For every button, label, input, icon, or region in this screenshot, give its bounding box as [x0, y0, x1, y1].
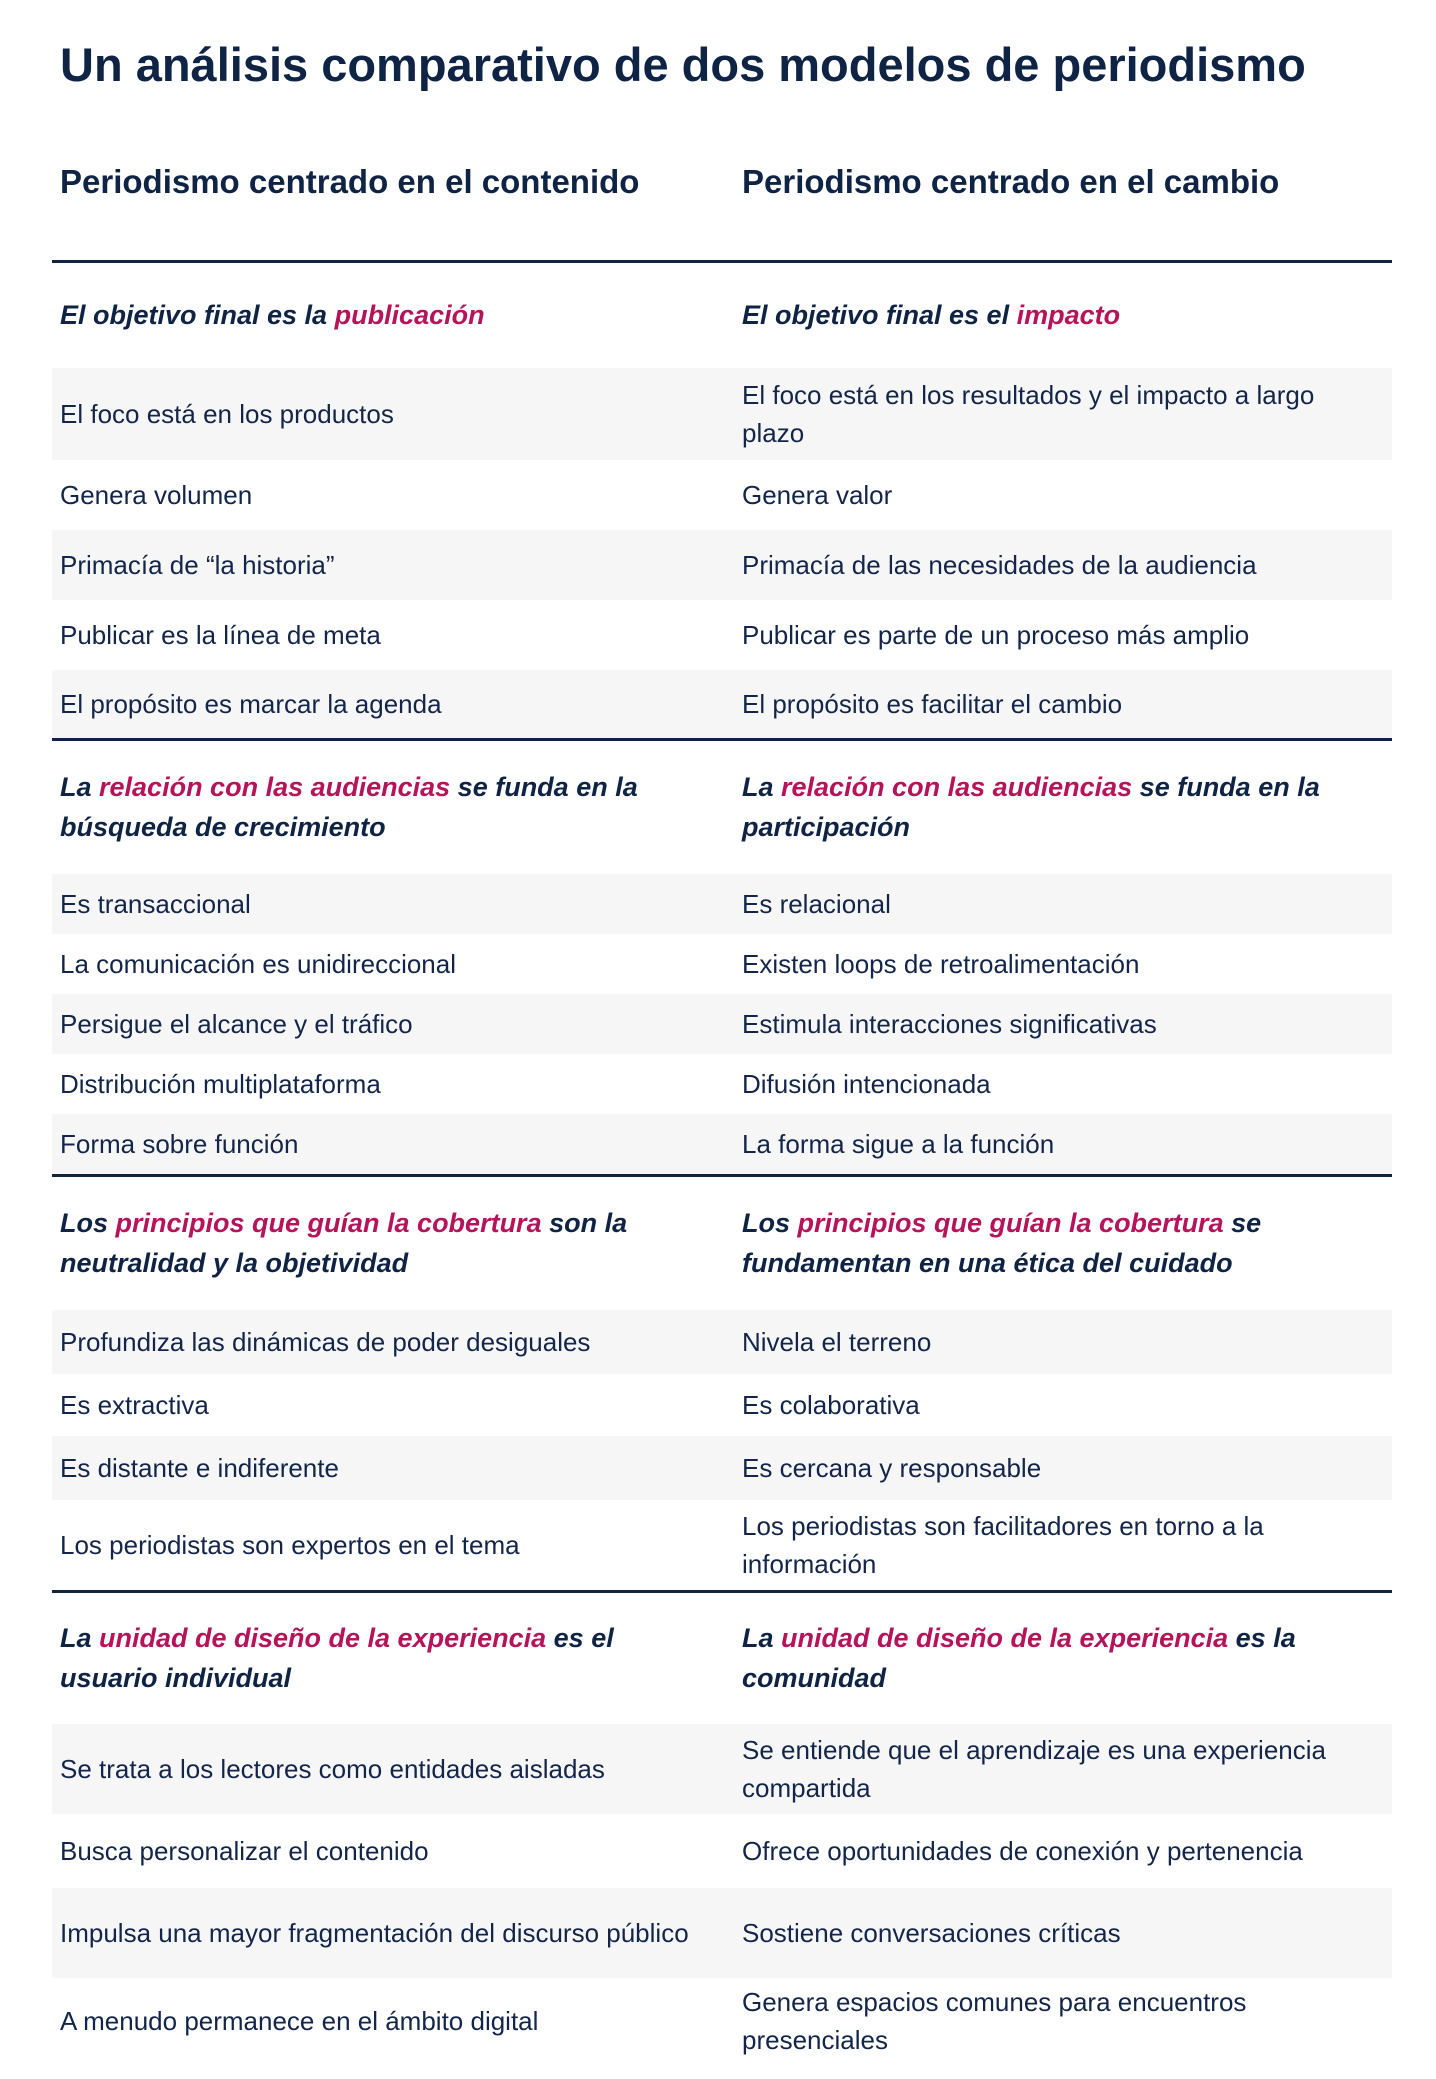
- table-row: [52, 1814, 1392, 1888]
- table-cell-text: Es colaborativa: [742, 1390, 920, 1420]
- table-row: [52, 1978, 1392, 2064]
- section-heading-text: [742, 1203, 1371, 1283]
- section-heading-text: [742, 1618, 1371, 1698]
- heading-text-post: se funda en la búsqueda de crecimiento: [60, 772, 638, 842]
- table-row: [52, 874, 1392, 934]
- table-cell-text: El foco está en los resultados y el impacto a largo plazo: [742, 380, 1315, 448]
- table-cell-text: Distribución multiplataforma: [60, 1069, 381, 1099]
- heading-text-post: son la neutralidad y la objetividad: [60, 1208, 628, 1278]
- table-cell-left: [60, 670, 720, 738]
- table-cell-right: [742, 1814, 1387, 1888]
- heading-text-post: es la comunidad: [742, 1623, 1296, 1693]
- table-cell-text: Es cercana y responsable: [742, 1453, 1042, 1483]
- table-cell-left: [60, 1724, 720, 1814]
- table-cell-text: A menudo permanece en el ámbito digital: [60, 2006, 539, 2036]
- table-cell-left: [60, 460, 720, 530]
- section-heading-text: [742, 767, 1371, 847]
- table-cell-text: Persigue el alcance y el tráfico: [60, 1009, 413, 1039]
- heading-text-pre: La: [742, 772, 782, 802]
- table-cell-text: Nivela el terreno: [742, 1327, 932, 1357]
- table-cell-right: [742, 1978, 1387, 2064]
- table-cell-text: La forma sigue a la función: [742, 1129, 1055, 1159]
- table-cell-left: [60, 1500, 720, 1590]
- heading-text-pre: Los: [742, 1208, 798, 1238]
- section-heading-row: [52, 262, 1392, 368]
- table-cell-text: Los periodistas son expertos en el tema: [60, 1530, 520, 1560]
- column-header-change: Periodismo centrado en el cambio: [742, 163, 1280, 200]
- table-cell-text: El propósito es facilitar el cambio: [742, 689, 1123, 719]
- heading-text-pre: La: [60, 1623, 100, 1653]
- table-cell-left: [60, 1310, 720, 1374]
- table-cell-text: Publicar es parte de un proceso más amplio: [742, 620, 1250, 650]
- section-heading-row: [52, 1592, 1392, 1724]
- heading-text-pre: El objetivo final es el: [742, 300, 1017, 330]
- table-cell-text: Difusión intencionada: [742, 1069, 991, 1099]
- table-cell-right: [742, 994, 1387, 1054]
- heading-text-pre: La: [742, 1623, 782, 1653]
- table-cell-text: El propósito es marcar la agenda: [60, 689, 442, 719]
- table-cell-right: [742, 1500, 1387, 1590]
- section-heading-text: [60, 295, 485, 335]
- table-cell-right: [742, 670, 1387, 738]
- table-cell-text: Se trata a los lectores como entidades aisladas: [60, 1754, 605, 1784]
- table-cell-right: [742, 1114, 1387, 1174]
- section-heading-text: [742, 295, 1120, 335]
- table-cell-text: Es transaccional: [60, 889, 251, 919]
- heading-text-highlight: relación con las audiencias: [781, 772, 1133, 802]
- table-row: [52, 1436, 1392, 1500]
- table-cell-left: [60, 874, 720, 934]
- table-cell-left: [60, 1436, 720, 1500]
- table-row: [52, 1374, 1392, 1436]
- table-cell-text: Existen loops de retroalimentación: [742, 949, 1140, 979]
- table-cell-text: Es extractiva: [60, 1390, 209, 1420]
- section-heading-left: [60, 1176, 720, 1310]
- table-cell-text: Genera espacios comunes para encuentros presenciales: [742, 1987, 1247, 2055]
- table-row: [52, 934, 1392, 994]
- table-cell-right: [742, 1888, 1387, 1978]
- heading-text-post: es el usuario individual: [60, 1623, 614, 1693]
- table-cell-text: Es distante e indiferente: [60, 1453, 339, 1483]
- table-cell-left: [60, 994, 720, 1054]
- section-heading-left: [60, 1592, 720, 1724]
- section-heading-row: [52, 1176, 1392, 1310]
- heading-text-pre: La: [60, 772, 100, 802]
- table-cell-text: Genera volumen: [60, 480, 253, 510]
- section-heading-right: [742, 262, 1387, 368]
- page-title: Un análisis comparativo de dos modelos de periodismo: [60, 38, 1306, 91]
- section-divider: [52, 260, 1392, 263]
- table-row: [52, 368, 1392, 460]
- table-cell-text: Es relacional: [742, 889, 891, 919]
- table-row: [52, 530, 1392, 600]
- heading-text-highlight: relación con las audiencias: [99, 772, 451, 802]
- heading-text-pre: Los: [60, 1208, 116, 1238]
- table-cell-right: [742, 874, 1387, 934]
- table-cell-text: Primacía de las necesidades de la audiencia: [742, 550, 1257, 580]
- table-cell-text: Publicar es la línea de meta: [60, 620, 381, 650]
- table-row: [52, 1888, 1392, 1978]
- table-cell-right: [742, 934, 1387, 994]
- table-cell-right: [742, 1436, 1387, 1500]
- table-cell-text: Genera valor: [742, 480, 893, 510]
- heading-text-highlight: unidad de diseño de la experiencia: [781, 1623, 1229, 1653]
- table-cell-left: [60, 1978, 720, 2064]
- section-heading-text: [60, 767, 696, 847]
- table-cell-text: Impulsa una mayor fragmentación del discurso público: [60, 1918, 689, 1948]
- table-row: [52, 1054, 1392, 1114]
- heading-text-highlight: publicación: [334, 300, 485, 330]
- table-row: [52, 1724, 1392, 1814]
- table-cell-text: Sostiene conversaciones críticas: [742, 1918, 1121, 1948]
- table-cell-text: Busca personalizar el contenido: [60, 1836, 429, 1866]
- heading-text-highlight: impacto: [1016, 300, 1121, 330]
- section-heading-right: [742, 1592, 1387, 1724]
- table-cell-left: [60, 600, 720, 670]
- table-cell-text: Profundiza las dinámicas de poder desiguales: [60, 1327, 591, 1357]
- section-heading-text: [60, 1203, 696, 1283]
- section-divider: [52, 1174, 1392, 1177]
- table-row: [52, 1310, 1392, 1374]
- table-row: [52, 670, 1392, 738]
- table-cell-right: [742, 530, 1387, 600]
- table-row: [52, 994, 1392, 1054]
- heading-text-highlight: principios que guían la cobertura: [115, 1208, 542, 1238]
- table-cell-left: [60, 1374, 720, 1436]
- section-heading-right: [742, 1176, 1387, 1310]
- table-cell-left: [60, 1888, 720, 1978]
- heading-text-highlight: unidad de diseño de la experiencia: [99, 1623, 547, 1653]
- heading-text-post: se fundamentan en una ética del cuidado: [742, 1208, 1262, 1278]
- table-row: [52, 1500, 1392, 1590]
- section-heading-left: [60, 262, 720, 368]
- table-row: [52, 600, 1392, 670]
- table-cell-text: Los periodistas son facilitadores en torno a la información: [742, 1511, 1264, 1579]
- heading-text-pre: El objetivo final es la: [60, 300, 335, 330]
- table-cell-text: Forma sobre función: [60, 1129, 299, 1159]
- table-cell-left: [60, 530, 720, 600]
- table-cell-right: [742, 1374, 1387, 1436]
- column-header-content: Periodismo centrado en el contenido: [60, 163, 640, 200]
- table-cell-right: [742, 1310, 1387, 1374]
- table-cell-text: La comunicación es unidireccional: [60, 949, 457, 979]
- table-cell-text: Primacía de “la historia”: [60, 550, 335, 580]
- table-cell-text: El foco está en los productos: [60, 399, 394, 429]
- section-heading-text: [60, 1618, 696, 1698]
- table-cell-left: [60, 1814, 720, 1888]
- table-cell-left: [60, 934, 720, 994]
- table-cell-right: [742, 1724, 1387, 1814]
- heading-text-post: se funda en la participación: [742, 772, 1320, 842]
- section-heading-right: [742, 740, 1387, 874]
- table-cell-right: [742, 600, 1387, 670]
- table-row: [52, 1114, 1392, 1174]
- table-row: [52, 460, 1392, 530]
- heading-text-highlight: principios que guían la cobertura: [797, 1208, 1224, 1238]
- table-cell-left: [60, 368, 720, 460]
- table-cell-text: Ofrece oportunidades de conexión y pertenencia: [742, 1836, 1303, 1866]
- table-cell-right: [742, 1054, 1387, 1114]
- section-divider: [52, 1590, 1392, 1593]
- table-cell-text: Estimula interacciones significativas: [742, 1009, 1157, 1039]
- section-heading-row: [52, 740, 1392, 874]
- table-cell-left: [60, 1054, 720, 1114]
- table-cell-left: [60, 1114, 720, 1174]
- table-cell-right: [742, 368, 1387, 460]
- table-cell-right: [742, 460, 1387, 530]
- section-heading-left: [60, 740, 720, 874]
- table-cell-text: Se entiende que el aprendizaje es una experiencia compartida: [742, 1735, 1326, 1803]
- section-divider: [52, 738, 1392, 741]
